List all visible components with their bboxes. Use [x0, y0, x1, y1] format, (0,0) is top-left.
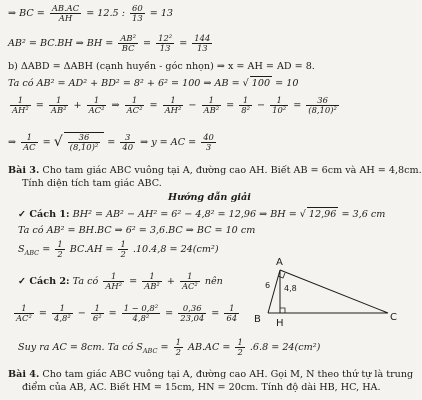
text: b) ΔABD = ΔABH (cạnh huyền - góc nhọn) ⇒ x = AH = AD = 8.: [8, 61, 315, 72]
numerator: 1: [103, 272, 124, 282]
fraction: [91, 304, 104, 323]
line-bc: [8, 4, 173, 23]
fraction: [156, 34, 174, 53]
line-inverse-squares: [8, 96, 341, 115]
fraction: [130, 4, 145, 23]
fraction: [270, 96, 288, 115]
problem-3-statement-2: [22, 177, 162, 190]
method-2-line-2: [12, 304, 241, 323]
text: = 12.5 :: [86, 8, 125, 19]
denominator: 40: [122, 142, 134, 152]
text: =: [160, 342, 169, 353]
fraction: [21, 133, 37, 152]
numerator: 1: [142, 272, 162, 282]
denominator: 13: [159, 43, 171, 53]
text: Ta có AB² = BH.BC ⇒ 6² = 3,6.BC ⇒ BC = 10 cm: [18, 225, 256, 236]
denominator: AC: [23, 142, 36, 152]
fraction: [235, 338, 244, 357]
text: = 10: [275, 78, 299, 89]
text: Ta có: [72, 276, 99, 287]
text: AB.AC =: [188, 342, 231, 353]
numerator: 1: [180, 272, 200, 282]
text: .6.8 = 24(cm²): [249, 342, 321, 353]
denominator: AB²: [50, 105, 67, 115]
numerator: 36: [306, 96, 339, 106]
denominator: AH²: [105, 281, 123, 291]
text: =: [165, 308, 174, 319]
text: Tính diện tích tam giác ABC.: [22, 178, 162, 189]
subscript: ABC: [24, 248, 40, 257]
method-1-line-3: [18, 240, 219, 260]
numerator: AB.AC: [51, 3, 80, 13]
text: =: [38, 308, 47, 319]
numerator: 40: [203, 132, 214, 142]
numerator: 1: [21, 133, 37, 143]
method-label: ✓ Cách 2:: [18, 276, 70, 287]
fraction: [178, 304, 206, 323]
fraction: [52, 304, 73, 323]
line-ab: Ta có AB² = AD² + BD² = 8² + 6² = 100 ⇒ AB = √ 100 = 10: [8, 78, 299, 89]
numerator: 1 − 0,8²: [123, 303, 159, 313]
numerator: 3: [120, 133, 135, 143]
numerator: 1: [163, 96, 184, 106]
text: S: [18, 244, 25, 255]
fraction: [50, 4, 81, 23]
text: =: [149, 100, 158, 111]
denominator: AB²: [144, 281, 160, 291]
text: ⇒ BC =: [8, 8, 45, 19]
numerator: 1: [49, 96, 69, 106]
fraction: [120, 133, 135, 152]
numerator: 1: [87, 96, 107, 106]
fraction: [87, 96, 107, 115]
text: =: [108, 308, 117, 319]
text: =: [211, 308, 220, 319]
numerator: 1: [10, 96, 31, 106]
text: nên: [204, 276, 223, 287]
text: =: [226, 100, 235, 111]
text: AB² = BC.BH ⇒ BH =: [8, 38, 114, 49]
numerator: 1: [224, 304, 239, 314]
problem-4-statement: [8, 368, 413, 381]
method-2-line-3: [18, 338, 320, 358]
fraction: [142, 272, 162, 291]
fraction: [55, 240, 64, 259]
numerator: 1: [239, 96, 252, 106]
problem-label: Bài 3.: [8, 165, 40, 176]
numerator: 1: [120, 239, 126, 249]
subscript: ABC: [142, 346, 158, 355]
denominator: AC²: [88, 105, 105, 115]
numerator: 1: [57, 239, 63, 249]
fraction: [103, 272, 124, 291]
text: +: [166, 276, 175, 287]
numerator: 1: [91, 304, 104, 314]
ab-length-label: 6: [265, 281, 271, 290]
fraction: [163, 96, 184, 115]
numerator: 1: [202, 96, 222, 106]
denominator: 3: [205, 142, 212, 152]
text: BH² = AB² − AH² = 6² − 4,8² = 12,96 ⇒ BH =: [72, 209, 297, 220]
denominator: AC²: [126, 105, 143, 115]
fraction: [118, 240, 127, 259]
text: −: [77, 308, 86, 319]
numerator: AB²: [120, 33, 136, 43]
fraction: [14, 304, 34, 323]
denominator: 2: [120, 249, 126, 259]
method-2-line-1: [18, 272, 223, 291]
fraction: [201, 133, 216, 152]
fraction: [174, 338, 183, 357]
text: = 13: [149, 8, 174, 19]
text: =: [42, 137, 51, 148]
numerator: 1: [52, 304, 73, 314]
problem-4-statement-2: [22, 381, 381, 394]
text: =: [107, 137, 116, 148]
denominator: 13: [132, 13, 143, 23]
text: ⇒: [8, 137, 17, 148]
fraction: [49, 96, 69, 115]
numerator: 36: [68, 133, 101, 143]
text: +: [73, 100, 82, 111]
solution-heading: [168, 191, 251, 204]
text: điểm của AB, AC. Biết HM = 15cm, HN = 20cm. Tính độ dài HB, HC, HA.: [22, 382, 381, 393]
numerator: 1: [14, 304, 34, 314]
fraction: [202, 96, 222, 115]
text: =: [129, 276, 138, 287]
text: ⇒: [111, 100, 120, 111]
fraction: [118, 34, 138, 53]
denominator: AC²: [181, 281, 198, 291]
numerator: 1: [125, 96, 145, 106]
text: =: [293, 100, 302, 111]
numerator: 1: [270, 96, 288, 106]
fraction: [122, 304, 160, 323]
numerator: 144: [194, 33, 211, 43]
numerator: 60: [132, 3, 143, 13]
vertex-b-label: B: [254, 314, 261, 325]
text: =: [35, 100, 44, 111]
heading-text: Hướng dẫn giải: [168, 192, 251, 203]
denominator: 64: [226, 313, 238, 323]
foot-h-label: H: [276, 318, 284, 329]
sqrt-fraction: [64, 132, 105, 152]
text: =: [42, 244, 51, 255]
denominator: 2: [237, 347, 243, 357]
text: Ta có AB² = AD² + BD² = 8² + 6² = 100 ⇒ AB =: [8, 78, 240, 89]
problem-label: Bài 4.: [8, 369, 40, 380]
text: =: [179, 38, 188, 49]
line-part-b: [8, 60, 315, 73]
text: =: [143, 38, 152, 49]
numerator: 1: [237, 337, 243, 347]
text: Cho tam giác ABC vuông tại A, đường cao AH. Gọi M, N theo thứ tự là trung: [42, 369, 414, 380]
method-1-line-2: [18, 224, 255, 237]
numerator: 0,36: [178, 304, 206, 314]
denominator: AC²: [16, 313, 32, 323]
numerator: 12²: [158, 33, 173, 43]
right-angle-mark-h: [280, 308, 285, 313]
text: .10.4,8 = 24(cm²): [132, 244, 219, 255]
denominator: 10²: [272, 105, 287, 115]
denominator: 2: [57, 249, 63, 259]
fraction: [306, 96, 339, 115]
denominator: AB²: [203, 105, 220, 115]
problem-3-statement: [8, 164, 422, 177]
line-ac: ⇒ $\frac{1}{AC}$ = √ $\frac{36}{\text{(8,10)²}}$ = $\frac{3}{40}$ ⇒ y = AC = $\frac{40}{3}$: [8, 132, 214, 152]
denominator: 13: [196, 43, 208, 53]
denominator: AH: [58, 13, 73, 23]
vertex-c-label: C: [390, 312, 397, 323]
denominator: BC: [121, 43, 135, 53]
fraction: [192, 34, 212, 53]
text: −: [188, 100, 197, 111]
denominator: 6²: [92, 313, 102, 323]
text: Suy ra AC = 8cm. Ta có S: [18, 342, 143, 353]
denominator: (8,10)²: [308, 105, 337, 115]
fraction: [239, 96, 252, 115]
method-label: ✓ Cách 1:: [18, 209, 70, 220]
fraction: [10, 96, 31, 115]
text: −: [257, 100, 266, 111]
ah-length-label: 4,8: [284, 284, 297, 293]
text: ⇒ y = AC =: [140, 137, 197, 148]
method-1-line-1: ✓ Cách 1: BH² = AB² − AH² = 6² − 4,8² = 12,96 ⇒ BH = √ 12,96 = 3,6 cm: [18, 209, 386, 220]
denominator: 8²: [241, 105, 250, 115]
denominator: AH²: [164, 105, 182, 115]
line-bh: [8, 34, 214, 53]
fraction: [224, 304, 239, 323]
numerator: 1: [175, 337, 181, 347]
denominator: 23,04: [180, 313, 205, 323]
denominator: 4,8²: [132, 313, 150, 323]
denominator: 2: [175, 347, 181, 357]
fraction: [180, 272, 200, 291]
fraction: [68, 133, 101, 152]
sqrt-value: 100: [251, 78, 271, 89]
sqrt-value: 12,96: [308, 209, 337, 220]
fraction: [125, 96, 145, 115]
text: = 3,6 cm: [341, 209, 386, 220]
triangle-figure: [238, 257, 398, 329]
text: Cho tam giác ABC vuông tại A, đường cao AH. Biết AB = 6cm và AH = 4,8cm.: [42, 165, 422, 176]
denominator: (8,10)²: [69, 142, 99, 152]
denominator: AH²: [12, 105, 29, 115]
denominator: 4,8²: [54, 313, 71, 323]
vertex-a-label: A: [276, 257, 283, 268]
text: BC.AH =: [69, 244, 114, 255]
